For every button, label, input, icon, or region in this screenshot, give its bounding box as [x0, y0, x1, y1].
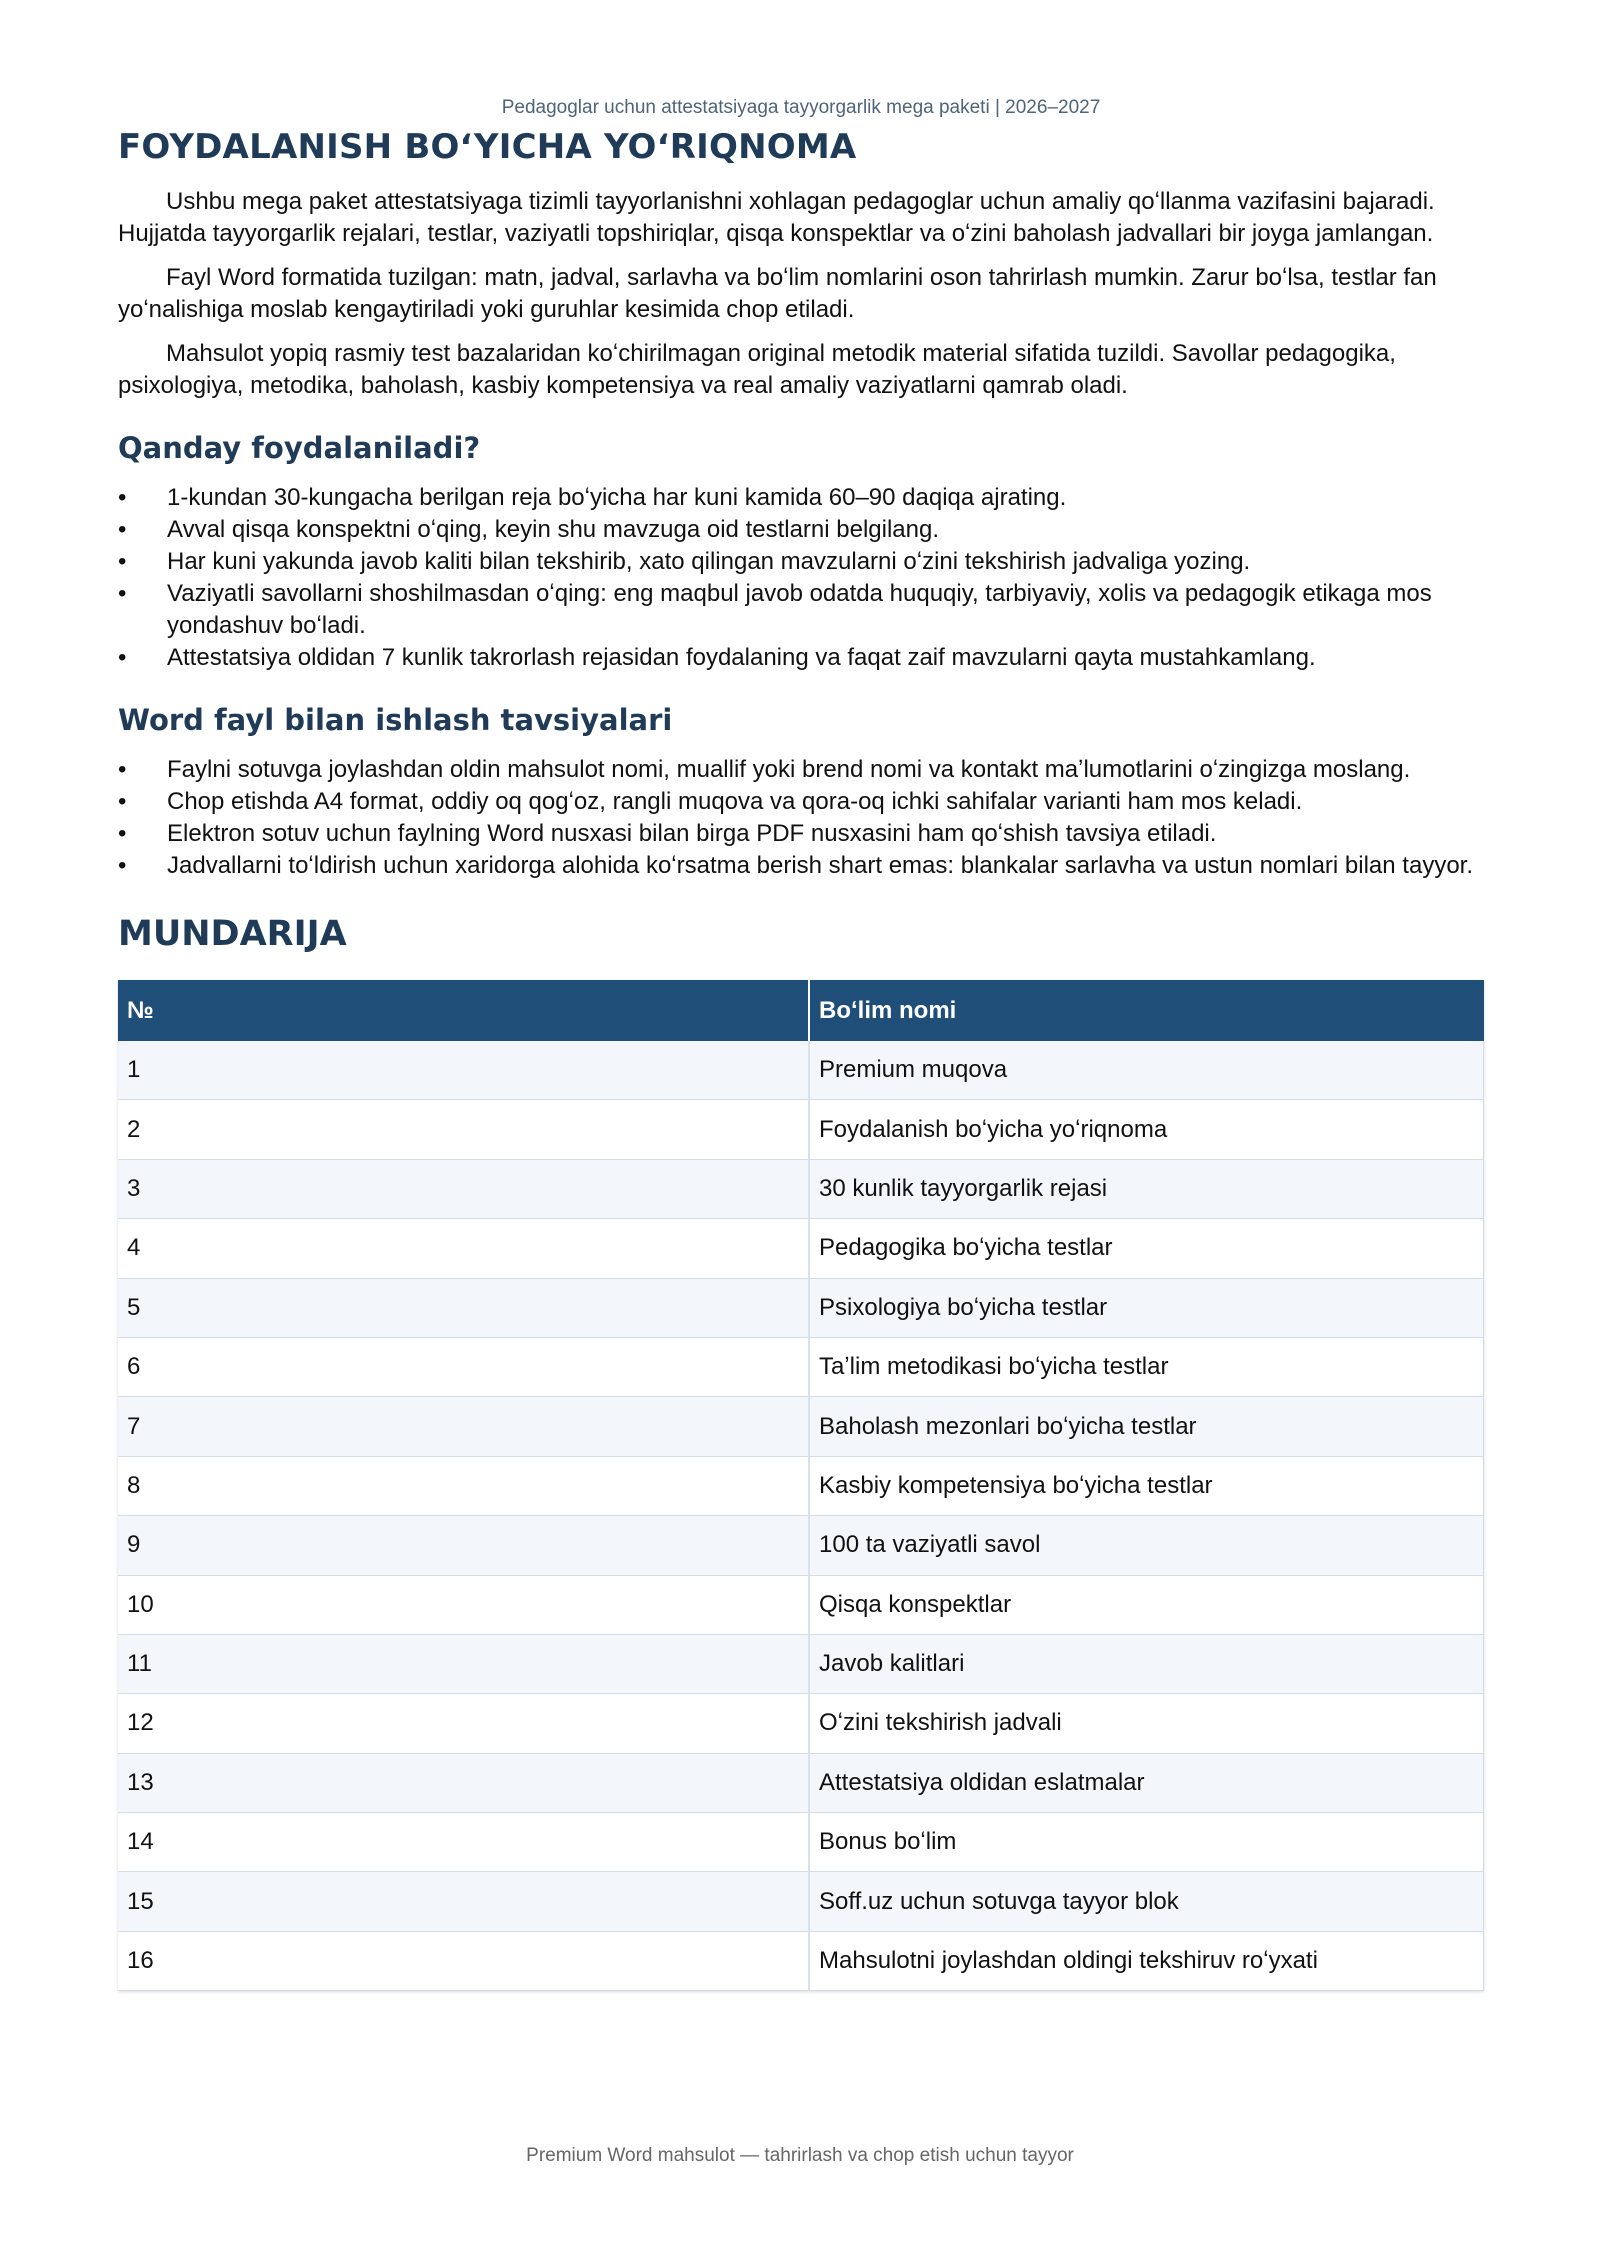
list-item-text: Vaziyatli savollarni shoshilmasdan oʻqing: eng maqbul javob odatda huquqiy, tarbiyaviy, xolis va pedagogik etikaga mos yondashuv boʻladi.	[167, 580, 1432, 639]
row-section-name: Kasbiy kompetensiya boʻyicha testlar	[809, 1456, 1484, 1515]
bullet-icon: •	[118, 580, 127, 607]
row-number: 13	[118, 1753, 809, 1812]
table-row	[118, 1931, 1484, 1990]
row-section-name: Premium muqova	[809, 1041, 1484, 1100]
table-row	[118, 1041, 1484, 1100]
document-page	[118, 96, 1484, 1991]
list-item-text: 1-kundan 30-kungacha berilgan reja boʻyicha har kuni kamida 60–90 daqiqa ajrating.	[167, 484, 1067, 511]
intro-paragraph: Mahsulot yopiq rasmiy test bazalaridan koʻchirilmagan original metodik material sifatida tuzildi. Savollar pedagogika, psixologiya, metodika, baholash, kasbiy kompetensiya va real amaliy vaziyatlarni qamrab oladi.	[118, 340, 1396, 399]
bullet-icon: •	[118, 484, 127, 511]
table-row	[118, 1100, 1484, 1159]
row-section-name: 30 kunlik tayyorgarlik rejasi	[809, 1159, 1484, 1218]
bullet-icon: •	[118, 788, 127, 815]
row-number: 11	[118, 1634, 809, 1693]
list-item-text: Elektron sotuv uchun faylning Word nusxasi bilan birga PDF nusxasini ham qoʻshish tavsiya etiladi.	[167, 820, 1217, 847]
list-item-text: Chop etishda A4 format, oddiy oq qogʻoz, rangli muqova va qora-oq ichki sahifalar varianti ham mos keladi.	[167, 788, 1303, 815]
row-section-name: Psixologiya boʻyicha testlar	[809, 1278, 1484, 1337]
row-number: 12	[118, 1694, 809, 1753]
toc-heading: MUNDARIJA	[118, 914, 347, 954]
table-row	[118, 1219, 1484, 1278]
row-number: 4	[118, 1219, 809, 1278]
running-footer: Premium Word mahsulot — tahrirlash va chop etish uchun tayyor	[526, 2145, 1074, 2166]
list-item	[118, 642, 1484, 674]
row-section-name: Mahsulotni joylashdan oldingi tekshiruv roʻyxati	[809, 1931, 1484, 1990]
list-item	[118, 754, 1484, 786]
row-number: 9	[118, 1516, 809, 1575]
list-item	[118, 850, 1484, 882]
row-section-name: Soff.uz uchun sotuvga tayyor blok	[809, 1872, 1484, 1931]
row-section-name: Javob kalitlari	[809, 1634, 1484, 1693]
row-number: 6	[118, 1337, 809, 1396]
list-item	[118, 786, 1484, 818]
usage-list	[118, 482, 1484, 674]
intro-paragraph: Ushbu mega paket attestatsiyaga tizimli tayyorlanishni xohlagan pedagoglar uchun amaliy qoʻllanma vazifasini bajaradi. Hujjatda tayyorgarlik rejalari, testlar, vaziyatli topshiriqlar, qisqa konspektlar va oʻzini baholash jadvallari bir joyga jamlangan.	[118, 188, 1435, 247]
row-number: 10	[118, 1575, 809, 1634]
list-item	[118, 482, 1484, 514]
table-header-row	[118, 980, 1484, 1041]
table-row	[118, 1159, 1484, 1218]
bullet-icon: •	[118, 820, 127, 847]
list-item	[118, 578, 1484, 642]
toc-table	[118, 980, 1484, 1991]
table-row	[118, 1337, 1484, 1396]
list-item	[118, 818, 1484, 850]
word-section-heading: Word fayl bilan ishlash tavsiyalari	[118, 703, 673, 737]
row-number: 16	[118, 1931, 809, 1990]
bullet-icon: •	[118, 644, 127, 671]
table-row	[118, 1278, 1484, 1337]
table-row	[118, 1575, 1484, 1634]
table-row	[118, 1694, 1484, 1753]
table-row	[118, 1516, 1484, 1575]
table-row	[118, 1753, 1484, 1812]
document-title: FOYDALANISH BOʻYICHA YOʻRIQNOMA	[118, 127, 857, 167]
bullet-icon: •	[118, 516, 127, 543]
bullet-icon: •	[118, 852, 127, 879]
row-number: 2	[118, 1100, 809, 1159]
intro-paragraph: Fayl Word formatida tuzilgan: matn, jadval, sarlavha va boʻlim nomlarini oson tahrirlash mumkin. Zarur boʻlsa, testlar fan yoʻnalishiga moslab kengaytiriladi yoki guruhlar kesimida chop etiladi.	[118, 264, 1437, 323]
list-item-text: Jadvallarni toʻldirish uchun xaridorga alohida koʻrsatma berish shart emas: blankalar sarlavha va ustun nomlari bilan tayyor.	[167, 852, 1473, 879]
list-item-text: Har kuni yakunda javob kaliti bilan tekshirib, xato qilingan mavzularni oʻzini tekshirish jadvaliga yozing.	[167, 548, 1251, 575]
row-number: 8	[118, 1456, 809, 1515]
bullet-icon: •	[118, 756, 127, 783]
row-number: 15	[118, 1872, 809, 1931]
table-row	[118, 1397, 1484, 1456]
row-section-name: Foydalanish boʻyicha yoʻriqnoma	[809, 1100, 1484, 1159]
row-section-name: Pedagogika boʻyicha testlar	[809, 1219, 1484, 1278]
row-section-name: Attestatsiya oldidan eslatmalar	[809, 1753, 1484, 1812]
row-number: 5	[118, 1278, 809, 1337]
row-section-name: Bonus boʻlim	[809, 1813, 1484, 1872]
table-row	[118, 1634, 1484, 1693]
row-section-name: Qisqa konspektlar	[809, 1575, 1484, 1634]
row-section-name: Baholash mezonlari boʻyicha testlar	[809, 1397, 1484, 1456]
bullet-icon: •	[118, 548, 127, 575]
row-section-name: Oʻzini tekshirish jadvali	[809, 1694, 1484, 1753]
column-header-number: №	[118, 980, 809, 1041]
table-row	[118, 1872, 1484, 1931]
row-number: 1	[118, 1041, 809, 1100]
column-header-section: Boʻlim nomi	[809, 980, 1484, 1041]
row-section-name: 100 ta vaziyatli savol	[809, 1516, 1484, 1575]
list-item-text: Faylni sotuvga joylashdan oldin mahsulot nomi, muallif yoki brend nomi va kontakt maʼlumotlarini oʻzingizga moslang.	[167, 756, 1411, 783]
row-section-name: Taʼlim metodikasi boʻyicha testlar	[809, 1337, 1484, 1396]
row-number: 7	[118, 1397, 809, 1456]
table-row	[118, 1456, 1484, 1515]
word-tips-list	[118, 754, 1484, 882]
list-item	[118, 546, 1484, 578]
row-number: 3	[118, 1159, 809, 1218]
usage-section-heading: Qanday foydalaniladi?	[118, 431, 481, 465]
list-item	[118, 514, 1484, 546]
running-header: Pedagoglar uchun attestatsiyaga tayyorgarlik mega paketi | 2026–2027	[501, 97, 1101, 118]
list-item-text: Attestatsiya oldidan 7 kunlik takrorlash rejasidan foydalaning va faqat zaif mavzularni qayta mustahkamlang.	[167, 644, 1316, 671]
row-number: 14	[118, 1813, 809, 1872]
table-row	[118, 1813, 1484, 1872]
list-item-text: Avval qisqa konspektni oʻqing, keyin shu mavzuga oid testlarni belgilang.	[167, 516, 940, 543]
